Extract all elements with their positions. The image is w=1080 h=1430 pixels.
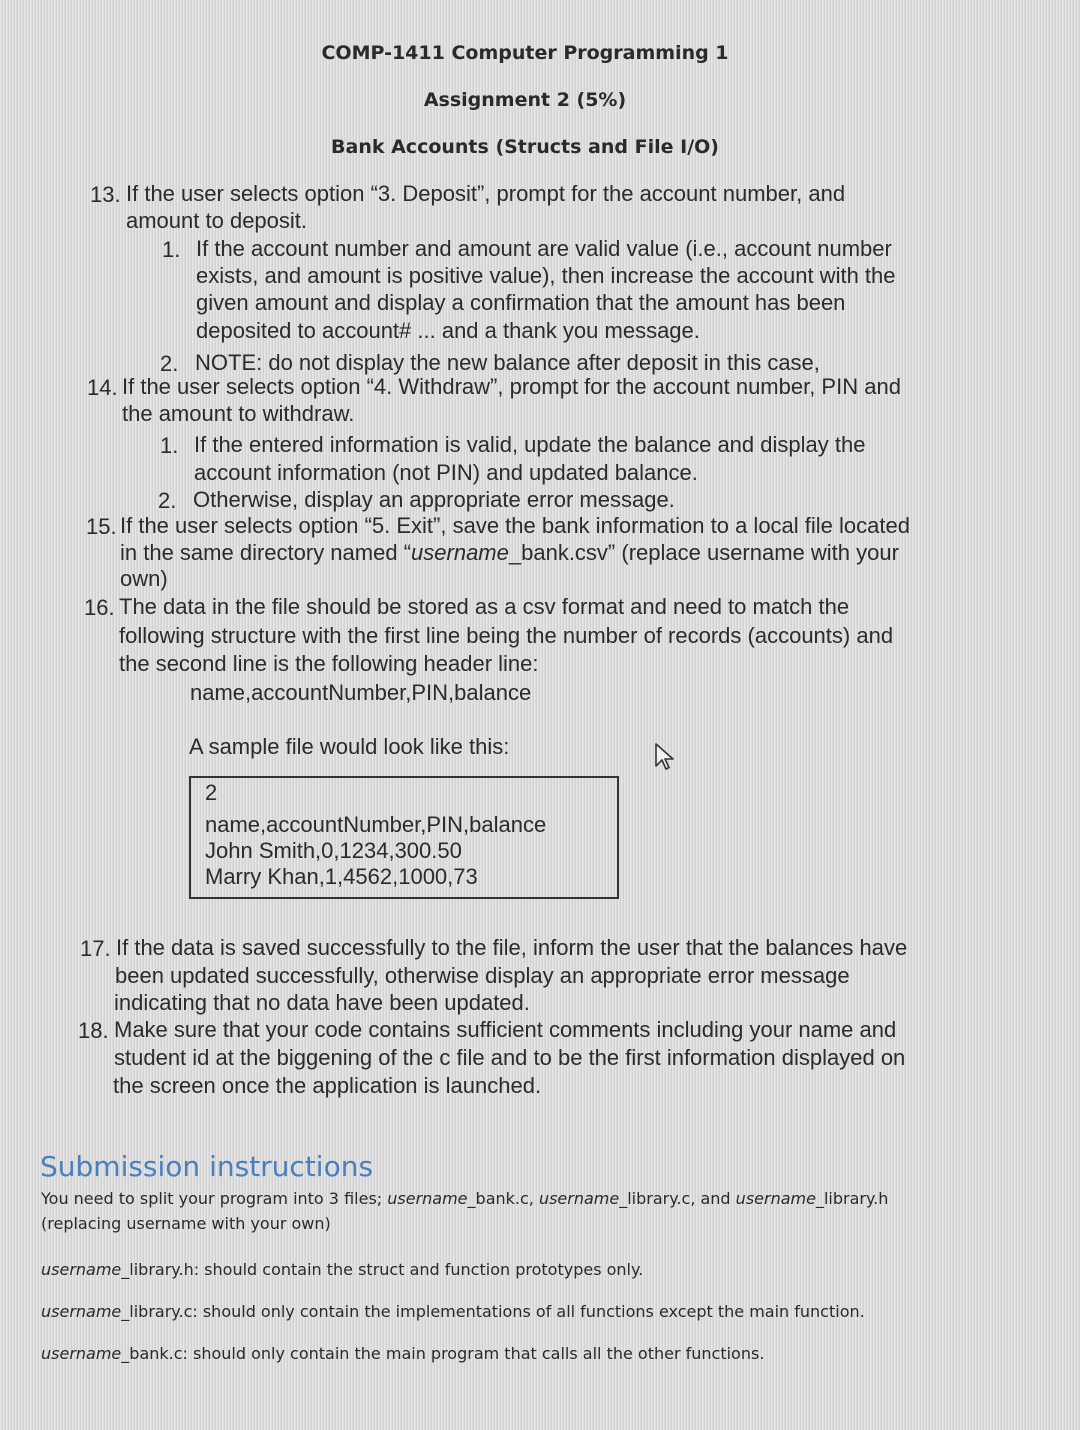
item-text: If the data is saved successfully to the file, inform the user that the balances have [116, 935, 908, 960]
assignment-subtitle: Bank Accounts (Structs and File I/O) [331, 136, 719, 158]
sub-item-text: given amount and display a confirmation that the amount has been [196, 290, 846, 315]
item-text: the second line is the following header line: [119, 651, 539, 676]
item-text: If the user selects option “5. Exit”, save the bank information to a local file located [120, 513, 910, 538]
text-run: _library.c: should only contain the implementations of all functions except the main function. [121, 1302, 865, 1321]
italic-username: username [735, 1189, 816, 1208]
sub-item-text: account information (not PIN) and updated balance. [194, 460, 698, 485]
sample-line: John Smith,0,1234,300.50 [205, 838, 462, 863]
submission-paragraph [41, 1189, 888, 1208]
item-text: Make sure that your code contains sufficient comments including your name and [114, 1017, 897, 1042]
sub-item-number: 2. [160, 351, 179, 376]
italic-username: username [41, 1344, 122, 1363]
item-number: 17. [80, 936, 111, 961]
item-text: If the user selects option “3. Deposit”, prompt for the account number, and [126, 181, 846, 206]
text-run: _library.h [815, 1189, 889, 1208]
csv-header-line: name,accountNumber,PIN,balance [190, 680, 532, 705]
assignment-title: Assignment 2 (5%) [423, 89, 627, 111]
item-text [120, 540, 899, 566]
sub-item-text: deposited to account# ... and a thank you message. [196, 318, 700, 343]
sub-item-text: exists, and amount is positive value), then increase the account with the [196, 263, 896, 288]
item-text: student id at the biggening of the c file and to be the first information displayed on [114, 1045, 906, 1070]
sub-item-text: Otherwise, display an appropriate error message. [193, 487, 675, 512]
text-run: _library.h: should contain the struct and function prototypes only. [121, 1260, 644, 1279]
submission-paragraph-line2: (replacing username with your own) [41, 1214, 331, 1233]
sub-item-text: If the entered information is valid, update the balance and display the [194, 432, 866, 457]
sub-item-number: 1. [162, 237, 181, 262]
sub-item-number: 2. [158, 488, 177, 513]
sub-item-text: If the account number and amount are valid value (i.e., account number [196, 236, 892, 261]
italic-username: username [538, 1189, 620, 1208]
item-text: following structure with the first line being the number of records (accounts) and [119, 623, 894, 648]
sample-intro: A sample file would look like this: [189, 734, 510, 759]
text-run: You need to split your program into 3 files; [41, 1189, 388, 1208]
item-number: 13. [90, 182, 121, 207]
mouse-pointer-icon [654, 742, 678, 777]
text-run: _bank.c: should only contain the main program that calls all the other functions. [121, 1344, 765, 1363]
item-text: the amount to withdraw. [122, 401, 355, 426]
submission-library-file [41, 1302, 865, 1321]
item-number: 14. [87, 375, 118, 400]
course-title: COMP-1411 Computer Programming 1 [321, 42, 729, 64]
sub-item-number: 1. [160, 433, 179, 458]
submission-heading: Submission instructions [40, 1150, 374, 1183]
italic-username: username [41, 1260, 122, 1279]
sample-line: name,accountNumber,PIN,balance [205, 812, 547, 837]
sub-item-text: NOTE: do not display the new balance after deposit in this case, [195, 350, 820, 375]
item-text: own) [120, 566, 168, 591]
item-text: indicating that no data have been updated. [114, 990, 530, 1015]
submission-header-file [41, 1260, 643, 1279]
italic-username: username [41, 1302, 122, 1321]
italic-username: username [411, 540, 509, 565]
item-text: amount to deposit. [126, 208, 308, 233]
text-run: _bank.c, [467, 1189, 539, 1208]
text-run: _library.c, and [619, 1189, 736, 1208]
sample-line: 2 [205, 780, 218, 805]
submission-bank-file [41, 1344, 764, 1363]
item-text: If the user selects option “4. Withdraw”, prompt for the account number, PIN and [122, 374, 901, 399]
item-number: 18. [78, 1018, 109, 1043]
item-text: The data in the file should be stored as a csv format and need to match the [119, 594, 850, 619]
sample-line: Marry Khan,1,4562,1000,73 [205, 864, 478, 889]
item-text: been updated successfully, otherwise display an appropriate error message [115, 963, 850, 988]
italic-username: username [387, 1189, 468, 1208]
text-run: in the same directory named “ [120, 540, 412, 565]
text-run: _bank.csv” (replace username with your [508, 540, 899, 565]
item-number: 15. [86, 514, 117, 539]
item-text: the screen once the application is launched. [113, 1073, 542, 1098]
item-number: 16. [84, 595, 115, 620]
